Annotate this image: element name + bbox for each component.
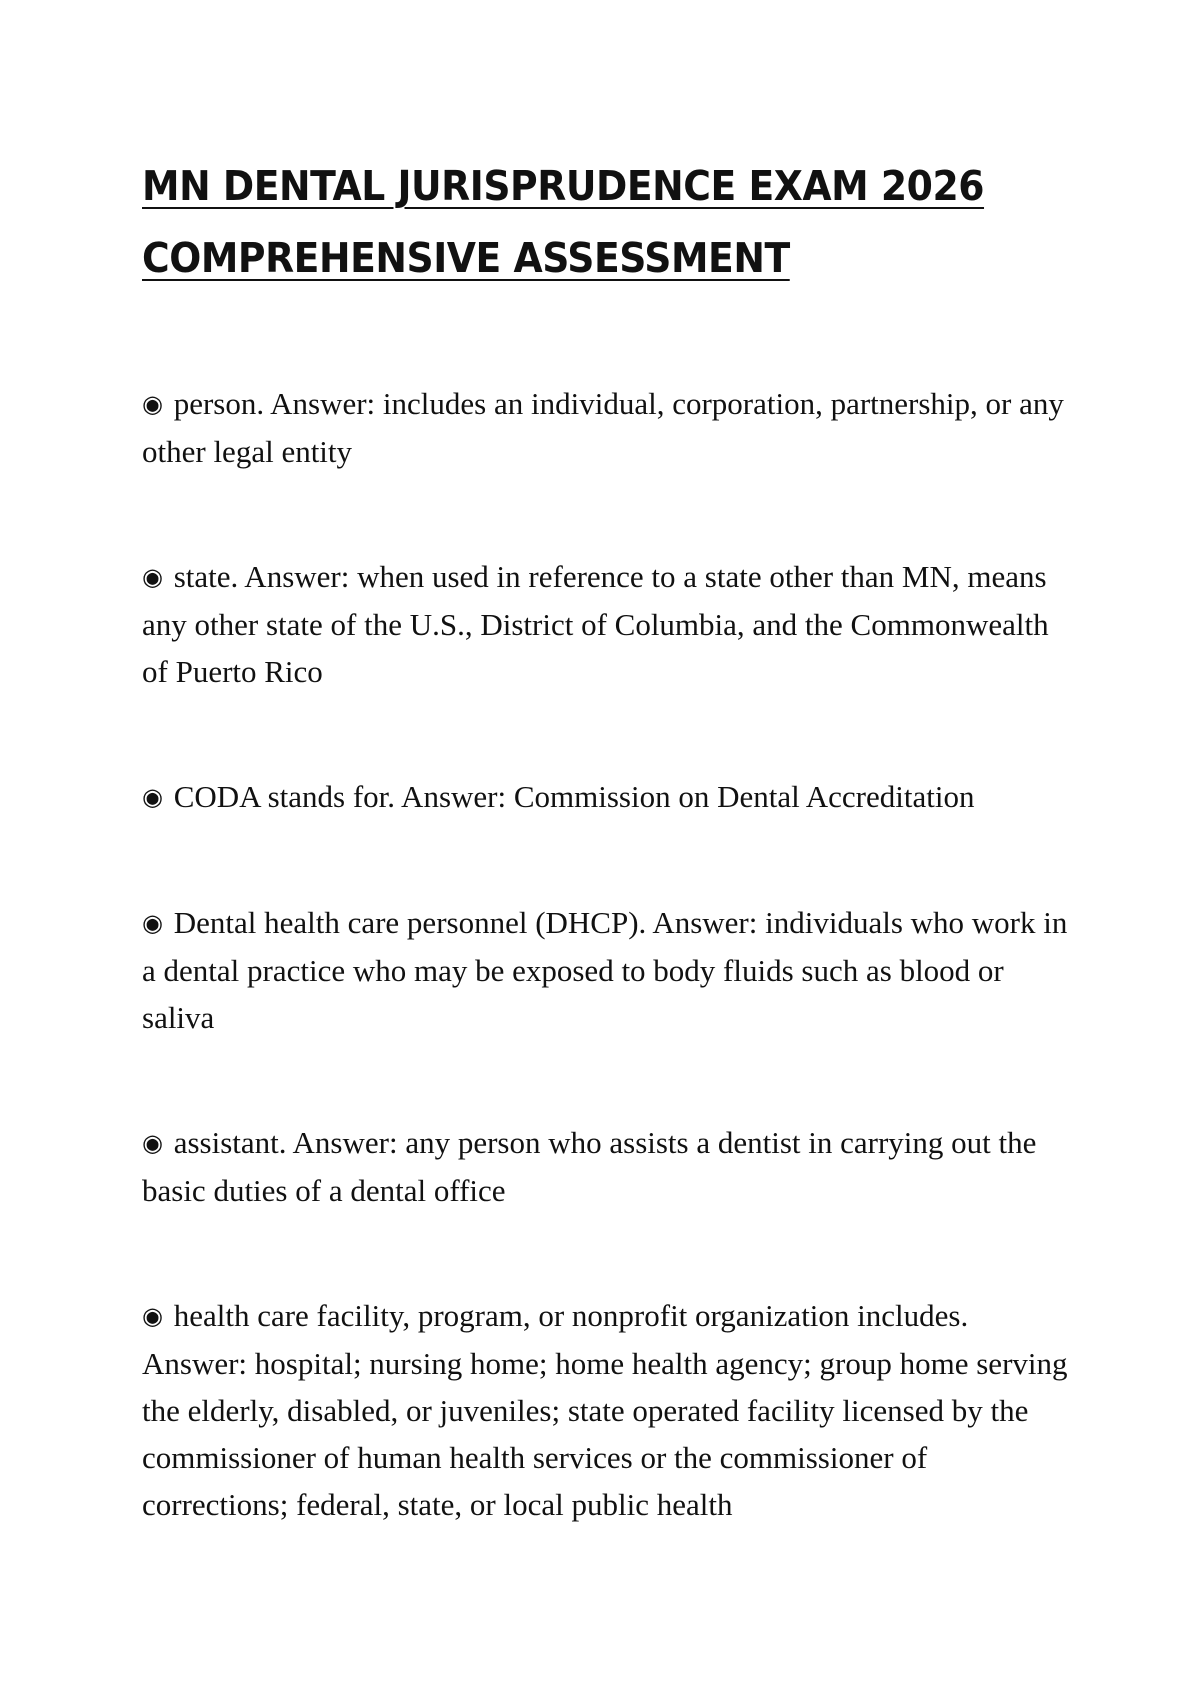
qa-item-state	[142, 553, 1072, 695]
qa-text: state. Answer: when used in reference to a state other than MN, means any other state of the U.S., District of Columbia, and the Commonwealth of Puerto Rico	[142, 559, 1049, 689]
qa-text: health care facility, program, or nonprofit organization includes. Answer: hospital; nursing home; home health agency; group home serving the elderly, disabled, or juveniles; state operated facility licensed by the commissioner of human health services or the commissioner of corrections; federal, state, or local public health	[142, 1298, 1068, 1522]
qa-list	[142, 380, 1072, 1606]
qa-text: person. Answer: includes an individual, corporation, partnership, or any other legal entity	[142, 386, 1064, 469]
qa-text: CODA stands for. Answer: Commission on Dental Accreditation	[173, 779, 975, 814]
radio-bullet-icon: ◉	[142, 390, 163, 418]
radio-bullet-icon: ◉	[142, 563, 163, 591]
title-line-1: MN DENTAL JURISPRUDENCE EXAM 2026	[142, 162, 985, 210]
document-title	[142, 150, 998, 294]
radio-bullet-icon: ◉	[142, 1129, 163, 1157]
qa-item-assistant	[142, 1119, 1072, 1214]
qa-item-dhcp	[142, 899, 1072, 1041]
qa-item-person	[142, 380, 1072, 475]
qa-item-coda	[142, 773, 1072, 821]
radio-bullet-icon: ◉	[142, 1302, 163, 1330]
qa-text: Dental health care personnel (DHCP). Answer: individuals who work in a dental practice who may be exposed to body fluids such as blood or saliva	[142, 905, 1068, 1035]
qa-text: assistant. Answer: any person who assists a dentist in carrying out the basic duties of a dental office	[142, 1125, 1037, 1208]
radio-bullet-icon: ◉	[142, 909, 163, 937]
title-line-2: COMPREHENSIVE ASSESSMENT	[142, 234, 790, 282]
document-page	[142, 150, 1072, 1522]
radio-bullet-icon: ◉	[142, 783, 163, 811]
qa-item-health-care-facility	[142, 1292, 1072, 1528]
